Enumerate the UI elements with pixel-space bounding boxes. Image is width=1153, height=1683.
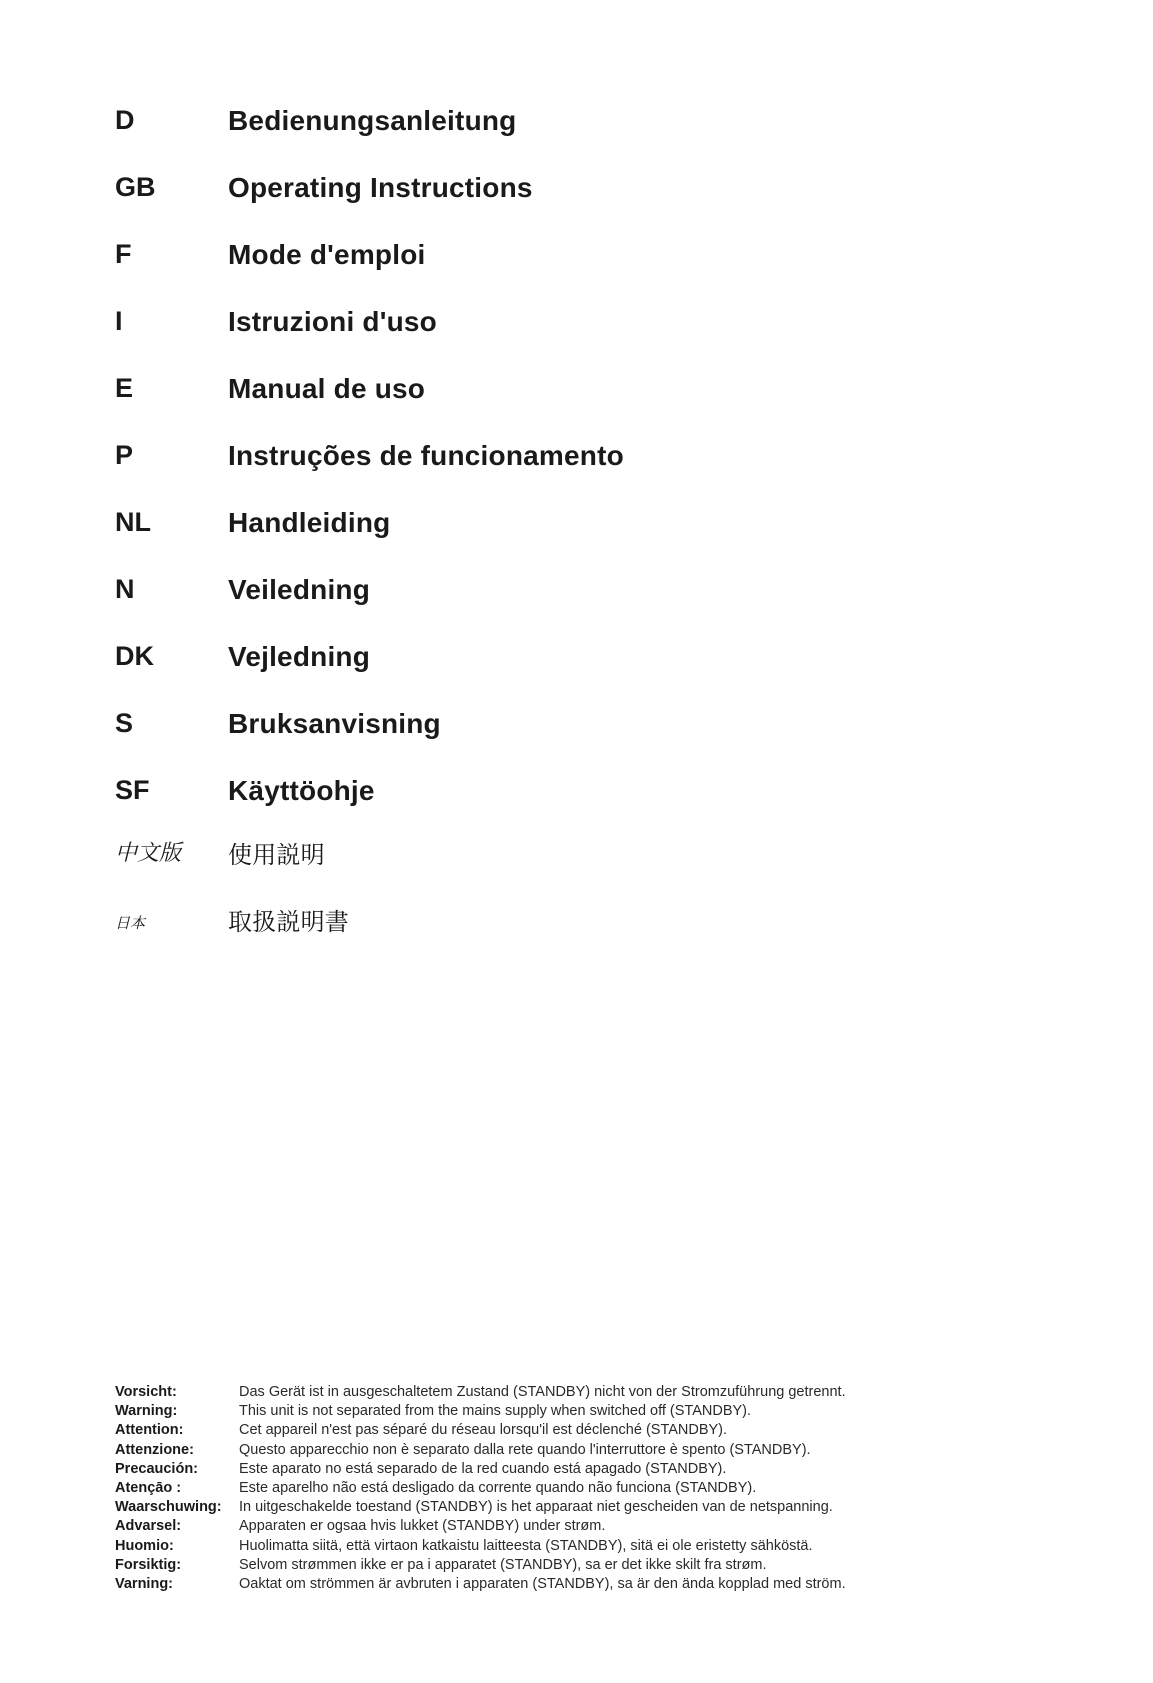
- language-row-es: [115, 372, 915, 439]
- warning-label: Varning:: [115, 1575, 174, 1592]
- warning-row: [115, 1421, 1115, 1440]
- language-row-pt: [115, 439, 915, 506]
- language-row-it: [115, 305, 915, 372]
- warning-text: Este aparelho não está desligado da corrente quando não funciona (STANDBY).: [239, 1479, 757, 1496]
- language-code: D: [115, 105, 135, 135]
- warning-row: [115, 1460, 1115, 1479]
- warning-text: In uitgeschakelde toestand (STANDBY) is het apparaat niet gescheiden van de netspanning.: [239, 1499, 833, 1516]
- language-row-fr: [115, 238, 915, 305]
- warning-label: Atençāo :: [115, 1479, 182, 1496]
- language-code: S: [115, 708, 134, 738]
- language-row-dk: [115, 640, 915, 707]
- language-code: NL: [115, 507, 151, 537]
- warning-text: Huolimatta siitä, että virtaon katkaistu laitteesta (STANDBY), sitä ei ole eristetty sähköstä.: [239, 1537, 813, 1554]
- warning-row: [115, 1441, 1115, 1460]
- language-code: GB: [115, 172, 156, 202]
- language-title: Bedienungsanleitung: [228, 105, 517, 136]
- warning-row: [115, 1517, 1115, 1536]
- language-row-ja: [115, 908, 915, 975]
- language-title: 取扱説明書: [228, 908, 349, 936]
- language-title: Istruzioni d'uso: [228, 306, 437, 337]
- warning-text: Selvom strømmen ikke er pa i apparatet (STANDBY), sa er det ikke skilt fra strøm.: [239, 1556, 767, 1573]
- warning-row: [115, 1537, 1115, 1556]
- language-code: 中文版: [115, 841, 182, 866]
- warning-row: [115, 1498, 1115, 1517]
- language-title: Käyttöohje: [228, 775, 375, 806]
- warning-label: Attention:: [115, 1422, 184, 1439]
- warning-text: Questo apparecchio non è separato dalla rete quando l'interruttore è spento (STANDBY).: [239, 1441, 811, 1458]
- warning-row: [115, 1575, 1115, 1594]
- warning-text: Das Gerät ist in ausgeschaltetem Zustand (STANDBY) nicht von der Stromzuführung getrennt.: [239, 1384, 846, 1400]
- warning-text: Apparaten er ogsaa hvis lukket (STANDBY) under strøm.: [239, 1518, 606, 1535]
- language-title: Mode d'emploi: [228, 239, 426, 270]
- language-code: N: [115, 574, 135, 604]
- warning-label: Huomio:: [115, 1537, 174, 1554]
- warning-text: This unit is not separated from the mains supply when switched off (STANDBY).: [239, 1403, 752, 1420]
- language-row-se: [115, 707, 915, 774]
- language-title: Handleiding: [228, 507, 391, 538]
- language-title: Bruksanvisning: [228, 708, 441, 739]
- language-row-zh: [115, 841, 915, 908]
- language-code: E: [115, 373, 134, 403]
- warning-row: [115, 1479, 1115, 1498]
- warning-row: [115, 1402, 1115, 1421]
- warning-label: Attenzione:: [115, 1441, 194, 1458]
- warning-label: Forsiktig:: [115, 1556, 182, 1573]
- language-code: 日本: [115, 914, 146, 932]
- warning-label: Waarschuwing:: [115, 1499, 222, 1516]
- warning-label: Vorsicht:: [115, 1384, 177, 1400]
- language-title: Veiledning: [228, 574, 371, 605]
- language-row-fi: [115, 774, 915, 841]
- warning-label: Precaución:: [115, 1460, 198, 1477]
- language-list: [115, 104, 915, 975]
- language-code: F: [115, 239, 132, 269]
- language-row-de: [115, 104, 915, 171]
- language-title: Operating Instructions: [228, 172, 533, 203]
- warning-row: [115, 1556, 1115, 1575]
- language-row-gb: [115, 171, 915, 238]
- language-title: 使用説明: [228, 841, 325, 869]
- language-code: DK: [115, 641, 154, 671]
- warning-text: Cet appareil n'est pas séparé du réseau lorsqu'il est déclenché (STANDBY).: [239, 1422, 728, 1439]
- warning-text: Oaktat om strömmen är avbruten i apparaten (STANDBY), sa är den ända kopplad med ström.: [239, 1575, 846, 1592]
- language-row-no: [115, 573, 915, 640]
- warning-row: [115, 1383, 1115, 1402]
- standby-warnings: [115, 1383, 1115, 1594]
- warning-label: Advarsel:: [115, 1518, 182, 1535]
- language-row-nl: [115, 506, 915, 573]
- warning-label: Warning:: [115, 1403, 178, 1420]
- language-title: Instruções de funcionamento: [228, 440, 624, 471]
- language-code: SF: [115, 775, 150, 805]
- warning-text: Este aparato no está separado de la red cuando está apagado (STANDBY).: [239, 1460, 727, 1477]
- language-code: P: [115, 440, 134, 470]
- language-title: Vejledning: [228, 641, 371, 672]
- language-code: I: [115, 306, 123, 336]
- language-title: Manual de uso: [228, 373, 426, 404]
